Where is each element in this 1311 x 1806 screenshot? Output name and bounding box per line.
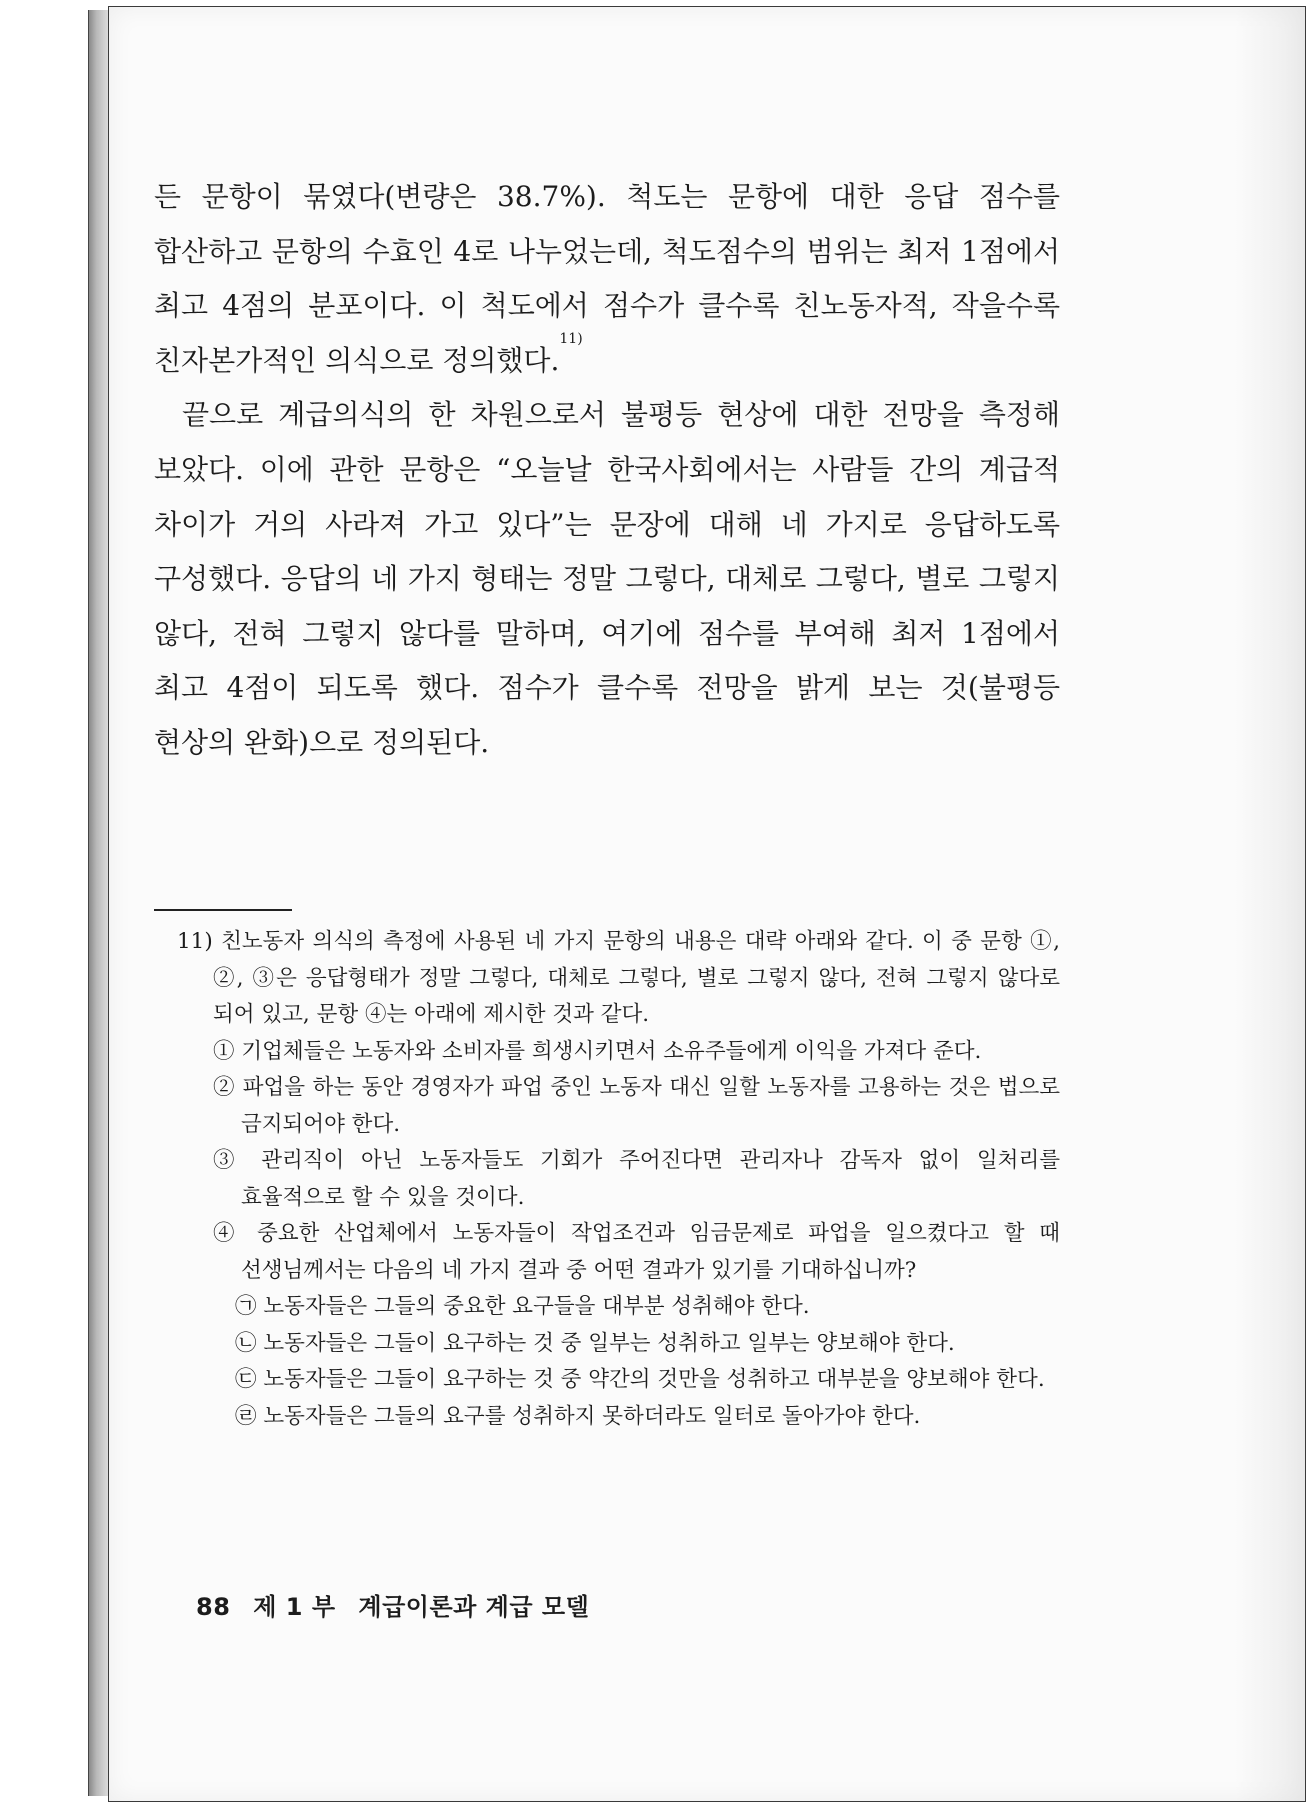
page-number: 88 [196, 1593, 231, 1621]
footnote-divider [154, 909, 292, 911]
footnote-item-4: ④ 중요한 산업체에서 노동자들이 작업조건과 임금문제로 파업을 일으켰다고 할 때 선생님께서는 다음의 네 가지 결과 중 어떤 결과가 있기를 기대하십니까? [213, 1221, 1060, 1283]
paragraph-2: 끝으로 계급의식의 한 차원으로서 불평등 현상에 대한 전망을 측정해 보았다. 이에 관한 문항은 “오늘날 한국사회에서는 사람들 간의 계급적 차이가 거의 사라져 가고 있다”는 문장에 대해 네 가지로 응답하도록 구성했다. 응답의 네 가지 형태는 정말 그렇다, 대체로 그렇다, 별로 그렇지 않다, 전혀 그렇지 않다를 말하며, 여기에 점수를 부여해 최저 1점에서 최고 4점이 되도록 했다. 점수가 클수록 전망을 밝게 보는 것(불평등 현상의 완화)으로 정의된다. [154, 398, 1060, 759]
footnote-subitem-2: ㉡ 노동자들은 그들이 요구하는 것 중 일부는 성취하고 일부는 양보해야 한다. [235, 1330, 955, 1356]
paragraph-1: 든 문항이 묶였다(변량은 38.7%). 척도는 문항에 대한 응답 점수를 합산하고 문항의 수효인 4로 나누었는데, 척도점수의 범위는 최저 1점에서 최고 4점의 분포이다. 이 척도에서 점수가 클수록 친노동자적, 작을수록 친자본가적인 의식으로 정의했다.$^{11)}$ [154, 180, 1060, 377]
footnote [177, 924, 1060, 1435]
footnote-item-1: ① 기업체들은 노동자와 소비자를 희생시키면서 소유주들에게 이익을 가져다 준다. [213, 1038, 982, 1064]
footnote-subitem-1: ㉠ 노동자들은 그들의 중요한 요구들을 대부분 성취해야 한다. [235, 1294, 810, 1319]
chapter-title: 계급이론과 계급 모델 [358, 1593, 590, 1621]
page-shading [1235, 7, 1305, 1801]
part-label: 제 1 부 [253, 1593, 336, 1621]
footnote-item-3: ③ 관리직이 아닌 노동자들도 기회가 주어진다면 관리자나 감독자 없이 일처리를 효율적으로 할 수 있을 것이다. [213, 1148, 1060, 1210]
running-footer [196, 1587, 603, 1622]
footnote-item-2: ② 파업을 하는 동안 경영자가 파업 중인 노동자 대신 일할 노동자를 고용하는 것은 법으로 금지되어야 한다. [213, 1075, 1060, 1137]
footnote-subitem-3: ㉢ 노동자들은 그들이 요구하는 것 중 약간의 것만을 성취하고 대부분을 양보해야 한다. [235, 1367, 1045, 1392]
footnote-subitem-4: ㉣ 노동자들은 그들의 요구를 성취하지 못하더라도 일터로 돌아가야 한다. [235, 1403, 921, 1429]
footnote-intro: 11) 친노동자 의식의 측정에 사용된 네 가지 문항의 내용은 대략 아래와 같다. 이 중 문항 ①, ②, ③은 응답형태가 정말 그렇다, 대체로 그렇다, 별로 그렇지 않다, 전혀 그렇지 않다로 되어 있고, 문항 ④는 아래에 제시한 것과 같다. [177, 929, 1060, 1027]
footnote-reference: 11) [559, 330, 583, 347]
body-text [154, 170, 1060, 771]
